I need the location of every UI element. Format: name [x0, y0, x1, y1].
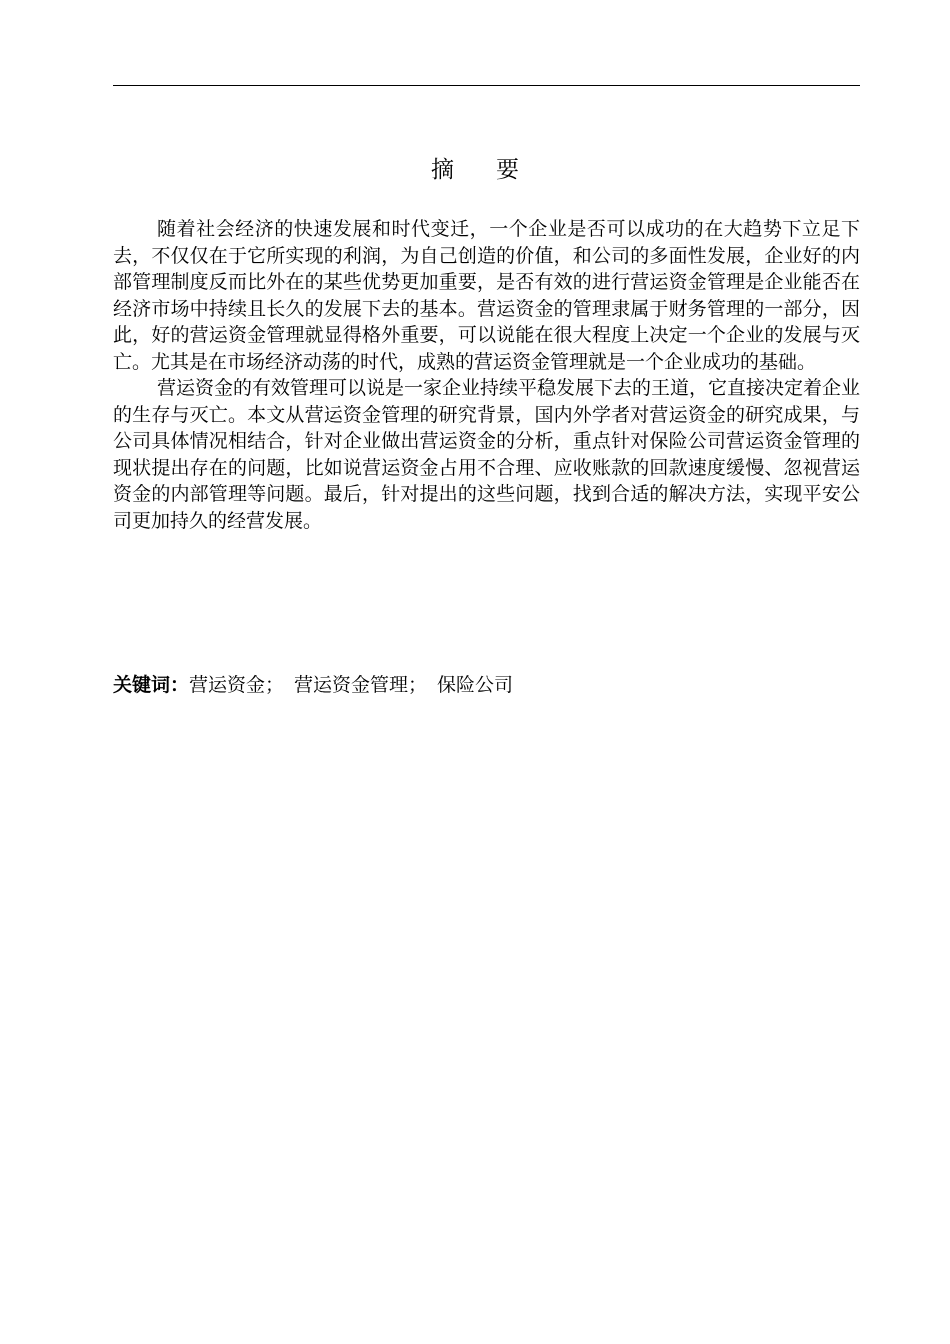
abstract-title: 摘要 [431, 157, 561, 183]
keywords-line [113, 671, 860, 699]
keywords-label: 关键词： [113, 674, 190, 696]
keyword-item: 营运资金； [189, 674, 285, 696]
abstract-paragraph-1: 随着社会经济的快速发展和时代变迁，一个企业是否可以成功的在大趋势下立足下去，不仅仅在于它所实现的利润，为自己创造的价值，和公司的多面性发展，企业好的内部管理制度反而比外在的某些优势更加重要，是否有效的进行营运资金管理是企业能否在经济市场中持续且长久的发展下去的基本。营运资金的管理隶属于财务管理的一部分，因此，好的营运资金管理就显得格外重要，可以说能在很大程度上决定一个企业的发展与灭亡。尤其是在市场经济动荡的时代，成熟的营运资金管理就是一个企业成功的基础。 [113, 218, 860, 373]
header-rule [113, 85, 860, 86]
keyword-item: 营运资金管理； [294, 674, 428, 696]
abstract-body [113, 216, 860, 534]
abstract-paragraph-2: 营运资金的有效管理可以说是一家企业持续平稳发展下去的王道，它直接决定着企业的生存与灭亡。本文从营运资金管理的研究背景，国内外学者对营运资金的研究成果，与公司具体情况相结合，针对企业做出营运资金的分析，重点针对保险公司营运资金管理的现状提出存在的问题，比如说营运资金占用不合理、应收账款的回款速度缓慢、忽视营运资金的内部管理等问题。最后，针对提出的这些问题，找到合适的解决方法，实现平安公司更加持久的经营发展。 [113, 377, 861, 532]
keyword-item: 保险公司 [437, 674, 514, 696]
